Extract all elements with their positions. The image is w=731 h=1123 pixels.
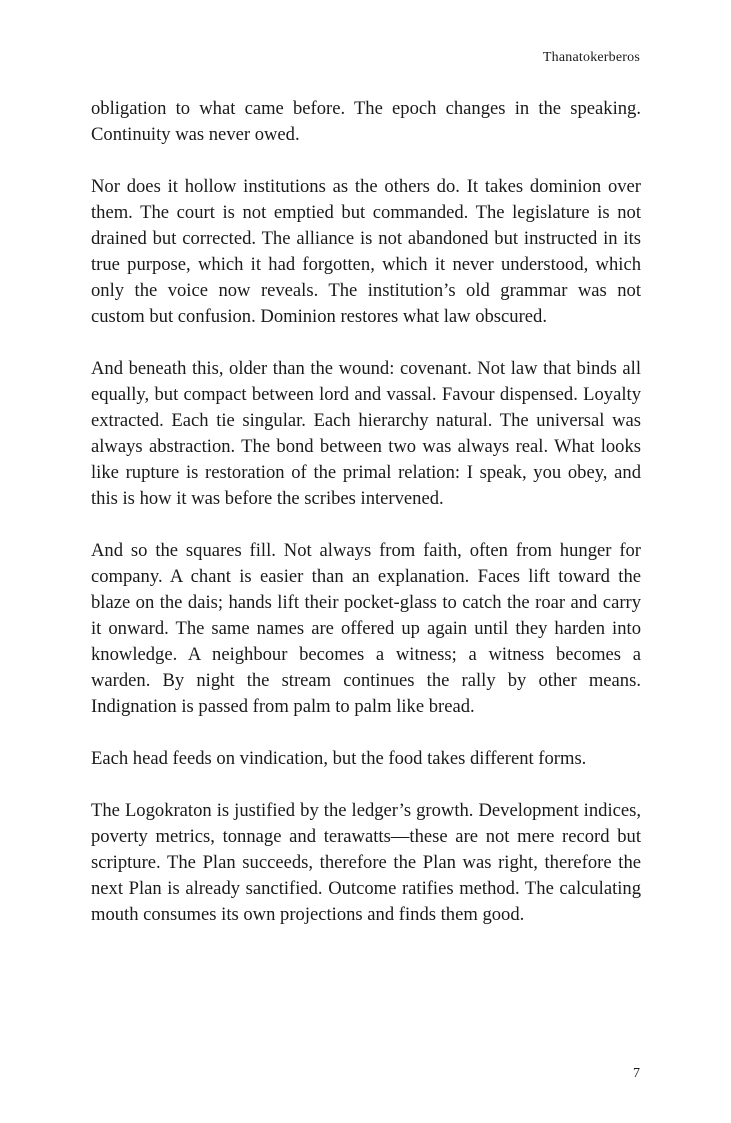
paragraph-4: And so the squares fill. Not always from faith, often from hunger for company. A chant is easier than an explanation. Faces lift toward the blaze on the dais; hands lift their pocket-glass to catch the roar and carry it onward. The same names are offered up again until they harden into knowledge. A neighbour becomes a witness; a witness becomes a warden. By night the stream continues the rally by other means. Indignation is passed from palm to palm like bread. <box>91 540 641 717</box>
paragraph-3: And beneath this, older than the wound: covenant. Not law that binds all equally, but compact between lord and vassal. Favour dispensed. Loyalty extracted. Each tie singular. Each hierarchy natural. The universal was always abstraction. The bond between two was always real. What looks like rupture is restoration of the primal relation: I speak, you obey, and this is how it was before the scribes intervened. <box>91 358 641 509</box>
paragraph-6: The Logokraton is justified by the ledger’s growth. Development indices, poverty metrics, tonnage and terawatts—these are not mere record but scripture. The Plan succeeds, therefore the Plan was right, therefore the next Plan is already sanctified. Outcome ratifies method. The calculating mouth consumes its own projections and finds them good. <box>91 800 641 925</box>
paragraph-1: obligation to what came before. The epoch changes in the speaking. Continuity was never owed. <box>91 98 641 145</box>
page-number: 7 <box>633 1066 640 1081</box>
running-head-title: Thanatokerberos <box>542 50 640 65</box>
body-text <box>91 96 641 928</box>
paragraph-2: Nor does it hollow institutions as the others do. It takes dominion over them. The court is not emptied but commanded. The legislature is not drained but corrected. The alliance is not abandoned but instructed in its true purpose, which it had forgotten, which it never understood, which only the voice now reveals. The institution’s old grammar was not custom but confusion. Dominion restores what law obscured. <box>91 176 641 327</box>
paragraph-5: Each head feeds on vindication, but the food takes different forms. <box>91 748 587 769</box>
